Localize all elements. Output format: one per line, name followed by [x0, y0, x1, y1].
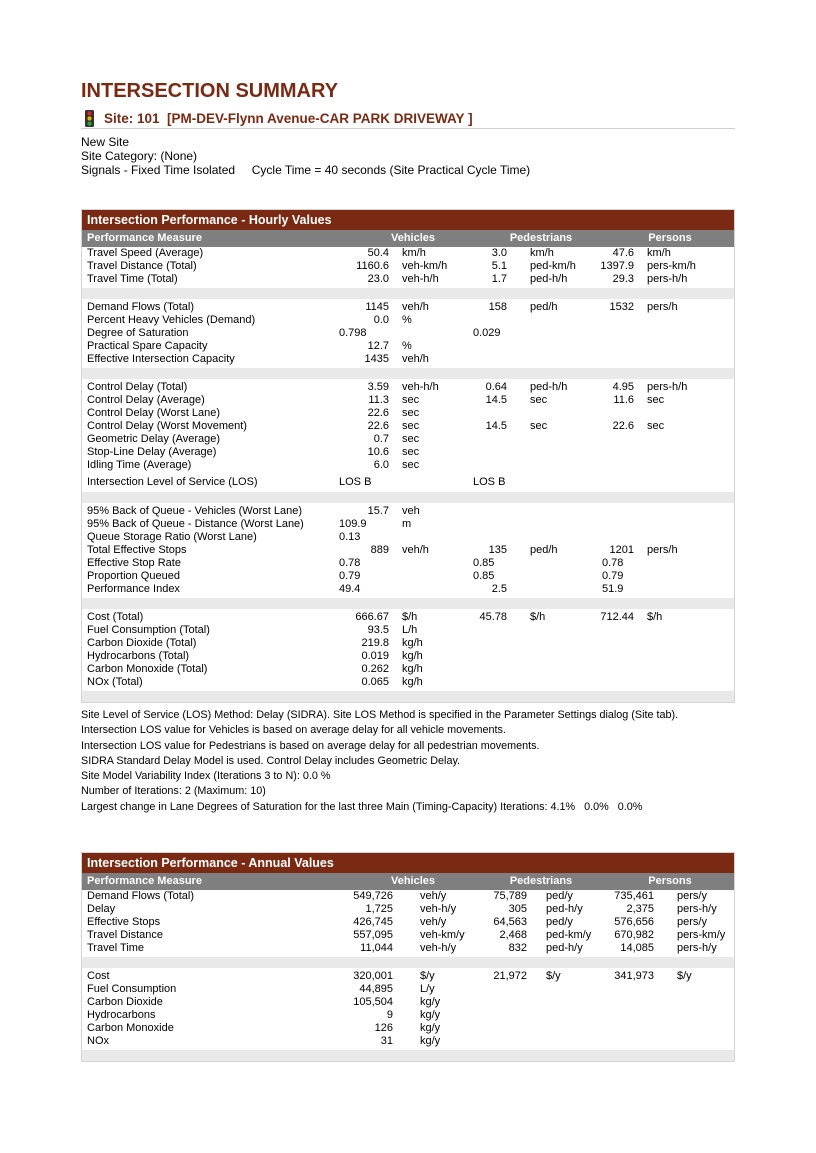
persons-value: 4.95	[612, 381, 634, 393]
vehicles-unit: %	[402, 314, 412, 326]
table-row	[82, 314, 734, 327]
persons-unit: pers-h/y	[677, 903, 717, 915]
table-row	[82, 983, 734, 996]
pedestrians-value: 75,789	[493, 890, 527, 902]
table-row	[82, 929, 734, 942]
pedestrians-value: 21,972	[493, 970, 527, 982]
table-row	[82, 260, 734, 273]
row-separator	[82, 957, 734, 968]
table-row	[82, 570, 734, 583]
row-label: Cost	[87, 970, 110, 982]
pedestrians-value: 135	[488, 544, 507, 556]
table-row	[82, 1022, 734, 1035]
table-row	[82, 394, 734, 407]
persons-value: 0.78	[602, 557, 624, 569]
persons-value: 1201	[609, 544, 634, 556]
row-label: Fuel Consumption (Total)	[87, 624, 210, 636]
persons-value: 22.6	[612, 420, 634, 432]
row-label: Cost (Total)	[87, 611, 144, 623]
vehicles-value: 12.7	[367, 340, 389, 352]
persons-value: 670,982	[614, 929, 654, 941]
table-row	[82, 381, 734, 394]
vehicles-value: 49.4	[339, 583, 361, 595]
pedestrians-value: 0.029	[473, 327, 501, 339]
row-label: Queue Storage Ratio (Worst Lane)	[87, 531, 257, 543]
vehicles-unit: kg/h	[402, 663, 423, 675]
vehicles-value: 1160.6	[356, 260, 389, 272]
pedestrians-value: 14.5	[485, 394, 507, 406]
row-label: Travel Speed (Average)	[87, 247, 204, 259]
persons-unit: $/h	[647, 611, 663, 623]
row-separator	[82, 492, 734, 503]
traffic-light-icon	[85, 110, 94, 127]
column-header-measure: Performance Measure	[87, 232, 202, 244]
row-label: Geometric Delay (Average)	[87, 433, 221, 445]
table-title: Intersection Performance - Hourly Values	[82, 210, 734, 230]
vehicles-unit: veh/h	[402, 353, 429, 365]
vehicles-unit: L/y	[420, 983, 435, 995]
pedestrians-unit: ped/h	[530, 544, 558, 556]
table-row	[82, 407, 734, 420]
row-label: Control Delay (Worst Lane)	[87, 407, 221, 419]
vehicles-unit: $/h	[402, 611, 418, 623]
pedestrians-value: 45.78	[479, 611, 507, 623]
pedestrians-unit: km/h	[530, 247, 554, 259]
vehicles-value: 3.59	[367, 381, 389, 393]
pedestrians-unit: $/y	[546, 970, 561, 982]
persons-unit: pers-km/h	[647, 260, 696, 272]
table-row	[82, 996, 734, 1009]
row-label: 95% Back of Queue - Distance (Worst Lane)	[87, 518, 304, 530]
vehicles-unit: sec	[402, 407, 420, 419]
vehicles-value: 0.78	[339, 557, 361, 569]
pedestrians-unit: ped-km/h	[530, 260, 576, 272]
row-label: Effective Intersection Capacity	[87, 353, 235, 365]
vehicles-value: 666.67	[355, 611, 389, 623]
vehicles-value: 9	[386, 1009, 393, 1021]
persons-unit: sec	[647, 420, 665, 432]
table-row	[82, 544, 734, 557]
persons-value: 735,461	[614, 890, 654, 902]
vehicles-value: 50.4	[367, 247, 389, 259]
table-row	[82, 1009, 734, 1022]
row-label: Control Delay (Total)	[87, 381, 188, 393]
note-line: SIDRA Standard Delay Model is used. Control Delay includes Geometric Delay.	[81, 754, 461, 767]
vehicles-value: 1145	[365, 301, 389, 313]
vehicles-unit: kg/y	[420, 1009, 441, 1021]
pedestrians-value: 832	[508, 942, 527, 954]
vehicles-unit: kg/y	[420, 1022, 441, 1034]
vehicles-value: 22.6	[367, 420, 389, 432]
table-row	[82, 1035, 734, 1048]
row-label: Idling Time (Average)	[87, 459, 192, 471]
vehicles-value: 549,726	[353, 890, 393, 902]
vehicles-value: 109.9	[339, 518, 367, 530]
table-row	[82, 663, 734, 676]
vehicles-unit: veh/y	[420, 916, 447, 928]
vehicles-value: 219.8	[361, 637, 389, 649]
table-row	[82, 459, 734, 472]
vehicles-value: 6.0	[373, 459, 389, 471]
table-row	[82, 650, 734, 663]
row-separator	[82, 691, 734, 702]
row-separator	[82, 1050, 734, 1061]
persons-value: 11.6	[613, 394, 634, 406]
note-line: Number of Iterations: 2 (Maximum: 10)	[81, 785, 266, 798]
table-title: Intersection Performance - Annual Values	[82, 853, 734, 873]
vehicles-unit: veh/y	[420, 890, 447, 902]
column-header-vehicles: Vehicles	[390, 875, 436, 887]
vehicles-unit: L/h	[402, 624, 418, 636]
table-row	[82, 327, 734, 340]
pedestrians-value: 0.85	[473, 570, 495, 582]
vehicles-unit: km/h	[402, 247, 426, 259]
vehicles-value: 31	[380, 1035, 393, 1047]
row-label: Percent Heavy Vehicles (Demand)	[87, 314, 256, 326]
vehicles-value: 105,504	[353, 996, 393, 1008]
persons-value: 1532	[609, 301, 634, 313]
note-line: Site Level of Service (LOS) Method: Delay (SIDRA). Site LOS Method is specified in the Parameter Settings dialog (Site tab).	[81, 709, 679, 721]
table-row	[82, 301, 734, 314]
pedestrians-unit: sec	[530, 394, 548, 406]
persons-value: 0.79	[602, 570, 624, 582]
column-header-vehicles: Vehicles	[390, 232, 436, 244]
vehicles-value: 1,725	[365, 903, 393, 915]
persons-value: 2,375	[626, 903, 654, 915]
pedestrians-value: 2,468	[499, 929, 527, 941]
row-label: Carbon Dioxide (Total)	[87, 637, 197, 649]
row-label: Carbon Monoxide (Total)	[87, 663, 208, 675]
vehicles-unit: $/y	[420, 970, 435, 982]
vehicles-unit: sec	[402, 459, 420, 471]
table-row	[82, 611, 734, 624]
vehicles-value: 557,095	[353, 929, 393, 941]
persons-unit: pers/y	[677, 916, 707, 928]
hourly-table	[81, 209, 735, 703]
vehicles-value: 889	[370, 544, 389, 556]
row-label: NOx	[87, 1035, 109, 1047]
vehicles-value: 0.79	[339, 570, 361, 582]
vehicles-unit: sec	[402, 420, 420, 432]
vehicles-value: 0.13	[339, 531, 361, 543]
vehicles-value: LOS B	[339, 476, 372, 488]
vehicles-value: 1435	[364, 353, 389, 365]
table-row	[82, 583, 734, 596]
row-label: Travel Time (Total)	[87, 273, 178, 285]
table-row	[82, 637, 734, 650]
vehicles-value: 0.0	[373, 314, 389, 326]
persons-value: 51.9	[602, 583, 624, 595]
row-separator	[82, 368, 734, 379]
vehicles-unit: veh-h/h	[402, 381, 439, 393]
vehicles-unit: kg/h	[402, 650, 423, 662]
site-name: New Site	[81, 135, 130, 149]
persons-value: 29.3	[612, 273, 634, 285]
column-header-pedestrians: Pedestrians	[509, 875, 573, 887]
pedestrians-unit: ped-h/y	[546, 942, 583, 954]
vehicles-value: 0.065	[361, 676, 389, 688]
vehicles-value: 93.5	[367, 624, 389, 636]
row-separator	[82, 288, 734, 299]
vehicles-unit: kg/y	[420, 1035, 441, 1047]
table-row	[82, 273, 734, 286]
vehicles-value: 15.7	[367, 505, 389, 517]
table-row	[82, 970, 734, 983]
table-row	[82, 247, 734, 260]
persons-unit: km/h	[647, 247, 671, 259]
table-row	[82, 446, 734, 459]
persons-value: 712.44	[600, 611, 634, 623]
table-row	[82, 505, 734, 518]
column-header-pedestrians: Pedestrians	[509, 232, 573, 244]
column-headers	[82, 230, 734, 247]
vehicles-value: 23.0	[367, 273, 389, 285]
column-header-persons: Persons	[648, 232, 692, 244]
vehicles-unit: m	[402, 518, 412, 530]
page-title: INTERSECTION SUMMARY	[81, 80, 339, 102]
column-header-persons: Persons	[648, 875, 692, 887]
row-label: Travel Distance	[87, 929, 164, 941]
table-row	[82, 624, 734, 637]
column-header-measure: Performance Measure	[87, 875, 202, 887]
row-label: Stop-Line Delay (Average)	[87, 446, 217, 458]
table-row	[82, 557, 734, 570]
vehicles-unit: kg/h	[402, 676, 423, 688]
note-line: Intersection LOS value for Vehicles is based on average delay for all vehicle movements.	[81, 724, 506, 737]
vehicles-value: 10.6	[367, 446, 389, 458]
note-line: Largest change in Lane Degrees of Saturation for the last three Main (Timing-Capacity) Iterations: 4.1% 0.0% 0.0%	[81, 800, 643, 813]
vehicles-unit: kg/y	[420, 996, 441, 1008]
pedestrians-unit: ped/y	[546, 916, 573, 928]
vehicles-value: 0.7	[373, 433, 389, 445]
persons-unit: pers-h/y	[677, 942, 717, 954]
pedestrians-value: 3.0	[491, 247, 507, 259]
persons-unit: pers/h	[647, 301, 678, 313]
pedestrians-unit: ped-km/y	[546, 929, 592, 941]
row-label: Effective Stops	[87, 916, 161, 928]
pedestrians-value: 1.7	[491, 273, 507, 285]
site-header	[81, 110, 735, 129]
pedestrians-value: 64,563	[493, 916, 527, 928]
vehicles-value: 0.798	[339, 327, 367, 339]
pedestrians-unit: ped/y	[546, 890, 573, 902]
vehicles-value: 11.3	[368, 394, 389, 406]
persons-value: 341,973	[614, 970, 654, 982]
row-label: Travel Distance (Total)	[87, 260, 197, 272]
table-row	[82, 531, 734, 544]
row-label: Demand Flows (Total)	[87, 890, 194, 902]
pedestrians-unit: ped-h/y	[546, 903, 583, 915]
persons-value: 576,656	[614, 916, 654, 928]
persons-value: 47.6	[612, 247, 634, 259]
notes	[81, 708, 678, 815]
row-label: Fuel Consumption	[87, 983, 177, 995]
vehicles-value: 426,745	[353, 916, 393, 928]
row-label: Proportion Queued	[87, 570, 180, 582]
row-label: Intersection Level of Service (LOS)	[87, 476, 258, 488]
persons-unit: sec	[647, 394, 665, 406]
table-row	[82, 433, 734, 446]
row-label: Delay	[87, 903, 116, 915]
signal-info: Signals - Fixed Time Isolated Cycle Time = 40 seconds (Site Practical Cycle Time)	[81, 163, 531, 177]
persons-unit: pers/y	[677, 890, 707, 902]
table-row	[82, 890, 734, 903]
persons-value: 1397.9	[600, 260, 634, 272]
pedestrians-value: 158	[488, 301, 507, 313]
vehicles-value: 320,001	[353, 970, 393, 982]
vehicles-unit: veh-h/h	[402, 273, 439, 285]
note-line: Site Model Variability Index (Iterations 3 to N): 0.0 %	[81, 770, 331, 783]
pedestrians-unit: sec	[530, 420, 548, 432]
table-row	[82, 916, 734, 929]
vehicles-unit: veh	[402, 505, 420, 517]
pedestrians-value: 305	[508, 903, 527, 915]
row-label: 95% Back of Queue - Vehicles (Worst Lane)	[87, 505, 303, 517]
pedestrians-unit: $/h	[530, 611, 546, 623]
row-label: Effective Stop Rate	[87, 557, 181, 569]
pedestrians-value: LOS B	[473, 476, 506, 488]
vehicles-value: 11,044	[360, 942, 393, 954]
pedestrians-value: 2.5	[491, 583, 507, 595]
annual-table	[81, 852, 735, 1062]
persons-unit: pers-h/h	[647, 381, 688, 393]
table-row	[82, 676, 734, 689]
row-label: Hydrocarbons (Total)	[87, 650, 190, 662]
persons-value: 14,085	[620, 942, 654, 954]
row-label: NOx (Total)	[87, 676, 143, 688]
pedestrians-unit: ped-h/h	[530, 381, 568, 393]
vehicles-unit: veh/h	[402, 301, 429, 313]
vehicles-value: 22.6	[367, 407, 389, 419]
vehicles-unit: veh-h/y	[420, 903, 457, 915]
vehicles-value: 0.262	[361, 663, 389, 675]
row-label: Degree of Saturation	[87, 327, 189, 339]
persons-unit: pers/h	[647, 544, 678, 556]
vehicles-unit: sec	[402, 446, 420, 458]
vehicles-unit: kg/h	[402, 637, 423, 649]
table-row	[82, 518, 734, 531]
row-label: Practical Spare Capacity	[87, 340, 208, 352]
table-row	[82, 474, 734, 490]
pedestrians-value: 14.5	[485, 420, 507, 432]
row-label: Demand Flows (Total)	[87, 301, 194, 313]
vehicles-value: 126	[374, 1022, 393, 1034]
vehicles-unit: veh-km/h	[402, 260, 448, 272]
vehicles-unit: veh-km/y	[420, 929, 465, 941]
vehicles-unit: sec	[402, 394, 420, 406]
table-row	[82, 340, 734, 353]
vehicles-value: 44,895	[359, 983, 393, 995]
pedestrians-unit: ped/h	[530, 301, 558, 313]
row-label: Carbon Monoxide	[87, 1022, 174, 1034]
row-label: Carbon Dioxide	[87, 996, 163, 1008]
vehicles-value: 0.019	[361, 650, 389, 662]
vehicles-unit: %	[402, 340, 412, 352]
row-label: Travel Time	[87, 942, 145, 954]
table-row	[82, 903, 734, 916]
table-row	[82, 942, 734, 955]
column-headers	[82, 873, 734, 890]
persons-unit: $/y	[677, 970, 692, 982]
vehicles-unit: veh/h	[402, 544, 429, 556]
persons-unit: pers-h/h	[647, 273, 688, 285]
row-label: Total Effective Stops	[87, 544, 187, 556]
persons-unit: pers-km/y	[677, 929, 726, 941]
pedestrians-value: 0.85	[473, 557, 495, 569]
site-title: Site: 101 [PM-DEV-Flynn Avenue-CAR PARK DRIVEWAY ]	[104, 111, 473, 126]
row-separator	[82, 598, 734, 609]
row-label: Hydrocarbons	[87, 1009, 156, 1021]
pedestrians-value: 0.64	[485, 381, 507, 393]
pedestrians-value: 5.1	[491, 260, 507, 272]
vehicles-unit: sec	[402, 433, 420, 445]
table-row	[82, 420, 734, 433]
table-row	[82, 353, 734, 366]
note-line: Intersection LOS value for Pedestrians is based on average delay for all pedestrian movements.	[81, 739, 540, 752]
pedestrians-unit: ped-h/h	[530, 273, 568, 285]
row-label: Control Delay (Worst Movement)	[87, 420, 247, 432]
row-label: Control Delay (Average)	[87, 394, 205, 406]
vehicles-unit: veh-h/y	[420, 942, 457, 954]
site-category: Site Category: (None)	[81, 149, 198, 163]
row-label: Performance Index	[87, 583, 180, 595]
